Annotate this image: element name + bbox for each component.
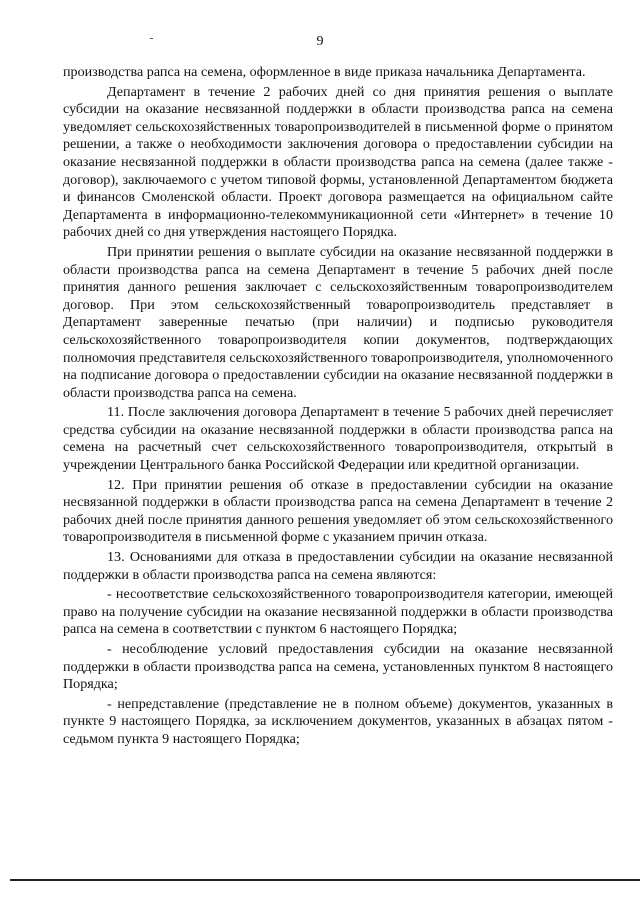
paragraph-continuation: производства рапса на семена, оформленное в виде приказа начальника Департамента. xyxy=(63,64,586,80)
paragraph-notification: Департамент в течение 2 рабочих дней со дня принятия решения о выплате субсидии на оказание несвязанной поддержки в области производства рапса на семена уведомляет сельскохозяйственных товаропроизводителей в письменной форме о принятом решении, а также о необходимости заключения договора о предоставлении субсидии на оказание несвязанной поддержки в области производства рапса на семена (далее также - договор), заключаемого с учетом типовой формы, установленной Департаментом бюджета и финансов Смоленской области. Проект договора размещается на официальном сайте Департамента в информационно-телекоммуникационной сети «Интернет» в течение 10 рабочих дней со дня утверждения настоящего Порядка. xyxy=(63,83,613,241)
bottom-rule xyxy=(10,879,640,881)
list-item-refusal-3: - непредставление (представление не в полном объеме) документов, указанных в пункте 9 настоящего Порядка, за исключением документов, указанных в абзацах пятом - седьмом пункта 9 настоящего Порядка; xyxy=(63,695,613,747)
page-number: 9 xyxy=(316,34,324,49)
list-item-refusal-2: - несоблюдение условий предоставления субсидии на оказание несвязанной поддержки в области производства рапса на семена, установленных пунктом 8 настоящего Порядка; xyxy=(63,641,613,693)
paragraph-agreement: При принятии решения о выплате субсидии на оказание несвязанной поддержки в области производства рапса на семена Департамент в течение 5 рабочих дней после принятия данного решения заключает с сельскохозяйственным товаропроизводителем договор. При этом сельскохозяйственный товаропроизводитель представляет в Департамент заверенные печатью (при наличии) и подписью руководителя сельскохозяйственного товаропроизводителя копии документов, подтверждающих полномочия представителя сельскохозяйственного товаропроизводителя, уполномоченного на подписание договора о предоставлении субсидии на оказание несвязанной поддержки в области производства рапса на семена. xyxy=(63,243,613,401)
list-item-refusal-1: - несоответствие сельскохозяйственного товаропроизводителя категории, имеющей право на получение субсидии на оказание несвязанной поддержки в области производства рапса на семена в соответствии с пунктом 6 настоящего Порядка; xyxy=(63,586,613,638)
paragraph-item-11: 11. После заключения договора Департамент в течение 5 рабочих дней перечисляет средства субсидии на оказание несвязанной поддержки в области производства рапса на семена на расчетный счет сельскохозяйственного товаропроизводителя, открытый в учреждении Центрального банка Российской Федерации или кредитной организации. xyxy=(63,404,613,474)
paragraph-item-12: 12. При принятии решения об отказе в предоставлении субсидии на оказание несвязанной поддержки в области производства рапса на семена Департамент в течение 2 рабочих дней после принятия данного решения уведомляет об этом сельскохозяйственного товаропроизводителя в письменной форме с указанием причин отказа. xyxy=(63,476,613,546)
paragraph-item-13: 13. Основаниями для отказа в предоставлении субсидии на оказание несвязанной поддержки в области производства рапса на семена являются: xyxy=(63,549,613,583)
document-body xyxy=(63,64,613,751)
